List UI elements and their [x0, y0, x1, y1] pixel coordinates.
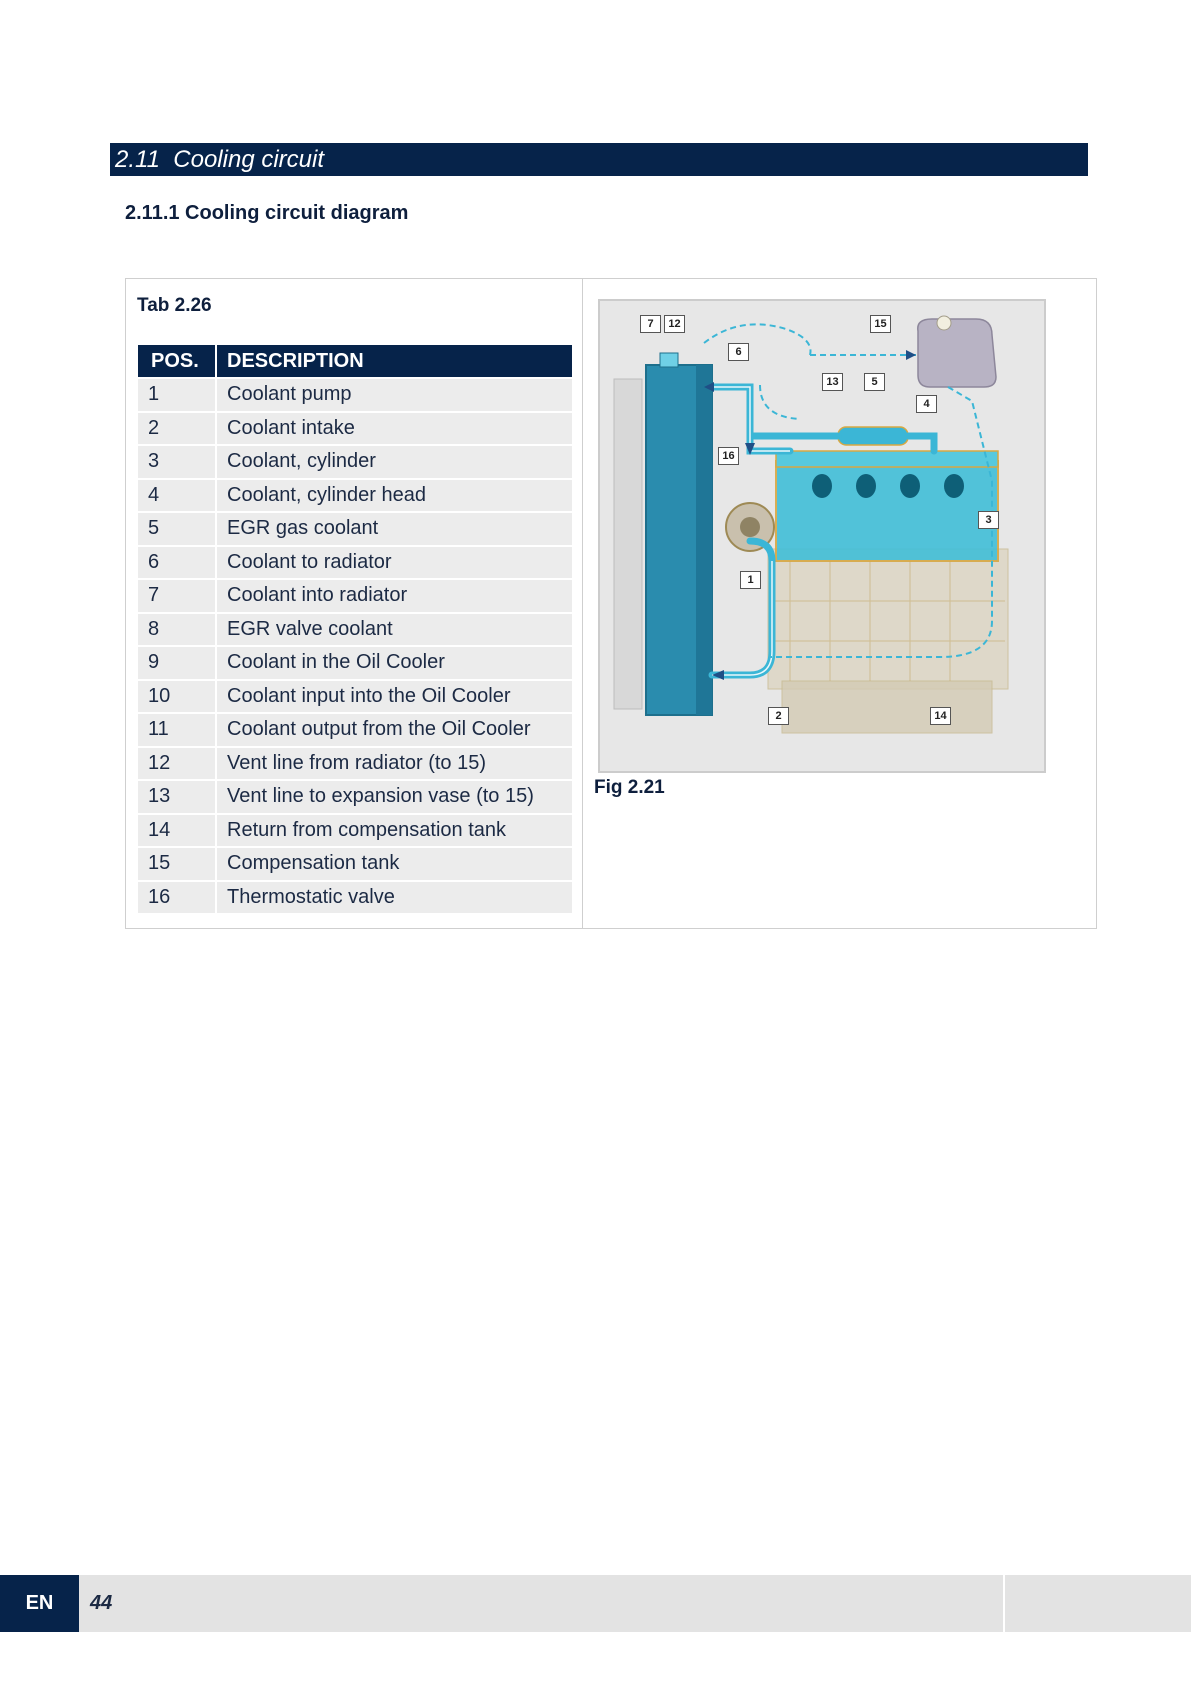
row-description: Coolant output from the Oil Cooler	[217, 714, 572, 746]
row-pos: 2	[138, 413, 217, 445]
egr-cooler	[838, 427, 908, 445]
footer-separator	[1003, 1575, 1005, 1632]
section-heading	[110, 143, 1088, 176]
table-row	[138, 714, 572, 746]
row-description: Coolant, cylinder head	[217, 480, 572, 512]
callout-3: 3	[978, 511, 999, 529]
row-pos: 9	[138, 647, 217, 679]
subsection-title: 2.11.1 Cooling circuit diagram	[125, 202, 409, 224]
table-row	[138, 882, 572, 914]
callout-4: 4	[916, 395, 937, 413]
table-row	[138, 580, 572, 612]
radiator	[646, 353, 712, 715]
table-row	[138, 446, 572, 478]
row-pos: 15	[138, 848, 217, 880]
section-number: 2.11	[115, 146, 160, 173]
content-table	[125, 278, 1097, 929]
row-pos: 1	[138, 379, 217, 411]
callout-13: 13	[822, 373, 843, 391]
row-description: Coolant pump	[217, 379, 572, 411]
table-row	[138, 513, 572, 545]
row-pos: 7	[138, 580, 217, 612]
row-pos: 6	[138, 547, 217, 579]
callout-16: 16	[718, 447, 739, 465]
callout-12: 12	[664, 315, 685, 333]
position-table	[138, 343, 572, 915]
header-description: DESCRIPTION	[217, 345, 572, 377]
compensation-tank	[918, 319, 996, 387]
callout-14: 14	[930, 707, 951, 725]
callout-5: 5	[864, 373, 885, 391]
table-row	[138, 413, 572, 445]
row-pos: 8	[138, 614, 217, 646]
table-caption: Tab 2.26	[137, 295, 212, 316]
row-description: Coolant input into the Oil Cooler	[217, 681, 572, 713]
page-footer	[0, 1575, 1191, 1632]
row-description: Vent line to expansion vase (to 15)	[217, 781, 572, 813]
column-divider	[582, 279, 583, 928]
table-header-row	[138, 345, 572, 377]
row-description: Compensation tank	[217, 848, 572, 880]
row-description: Coolant intake	[217, 413, 572, 445]
table-row	[138, 848, 572, 880]
row-pos: 12	[138, 748, 217, 780]
row-description: Coolant, cylinder	[217, 446, 572, 478]
callout-2: 2	[768, 707, 789, 725]
callout-1: 1	[740, 571, 761, 589]
table-row	[138, 547, 572, 579]
row-pos: 11	[138, 714, 217, 746]
table-row	[138, 681, 572, 713]
table-row	[138, 614, 572, 646]
table-body	[138, 379, 572, 913]
row-description: Coolant into radiator	[217, 580, 572, 612]
table-row	[138, 647, 572, 679]
pump-hub	[740, 517, 760, 537]
figure-caption: Fig 2.21	[594, 777, 665, 798]
engine-block	[768, 549, 1008, 733]
table-row	[138, 781, 572, 813]
row-pos: 16	[138, 882, 217, 914]
row-description: Thermostatic valve	[217, 882, 572, 914]
row-pos: 4	[138, 480, 217, 512]
row-description: Coolant to radiator	[217, 547, 572, 579]
callout-15: 15	[870, 315, 891, 333]
row-description: Return from compensation tank	[217, 815, 572, 847]
table-row	[138, 480, 572, 512]
tank-cap	[937, 316, 951, 330]
row-description: Coolant in the Oil Cooler	[217, 647, 572, 679]
row-description: EGR valve coolant	[217, 614, 572, 646]
row-pos: 14	[138, 815, 217, 847]
language-badge: EN	[0, 1575, 79, 1632]
table-row	[138, 748, 572, 780]
section-title: Cooling circuit	[173, 146, 325, 173]
row-pos: 10	[138, 681, 217, 713]
page-number: 44	[90, 1592, 113, 1614]
row-description: EGR gas coolant	[217, 513, 572, 545]
radiator-frame	[614, 379, 642, 709]
row-description: Vent line from radiator (to 15)	[217, 748, 572, 780]
callout-7: 7	[640, 315, 661, 333]
row-pos: 13	[138, 781, 217, 813]
table-row	[138, 815, 572, 847]
row-pos: 5	[138, 513, 217, 545]
row-pos: 3	[138, 446, 217, 478]
header-pos: POS.	[138, 345, 217, 377]
table-row	[138, 379, 572, 411]
engine-cooling-illustration	[600, 301, 1044, 771]
cylinder-head	[776, 451, 998, 561]
cooling-circuit-figure	[598, 299, 1046, 773]
callout-6: 6	[728, 343, 749, 361]
